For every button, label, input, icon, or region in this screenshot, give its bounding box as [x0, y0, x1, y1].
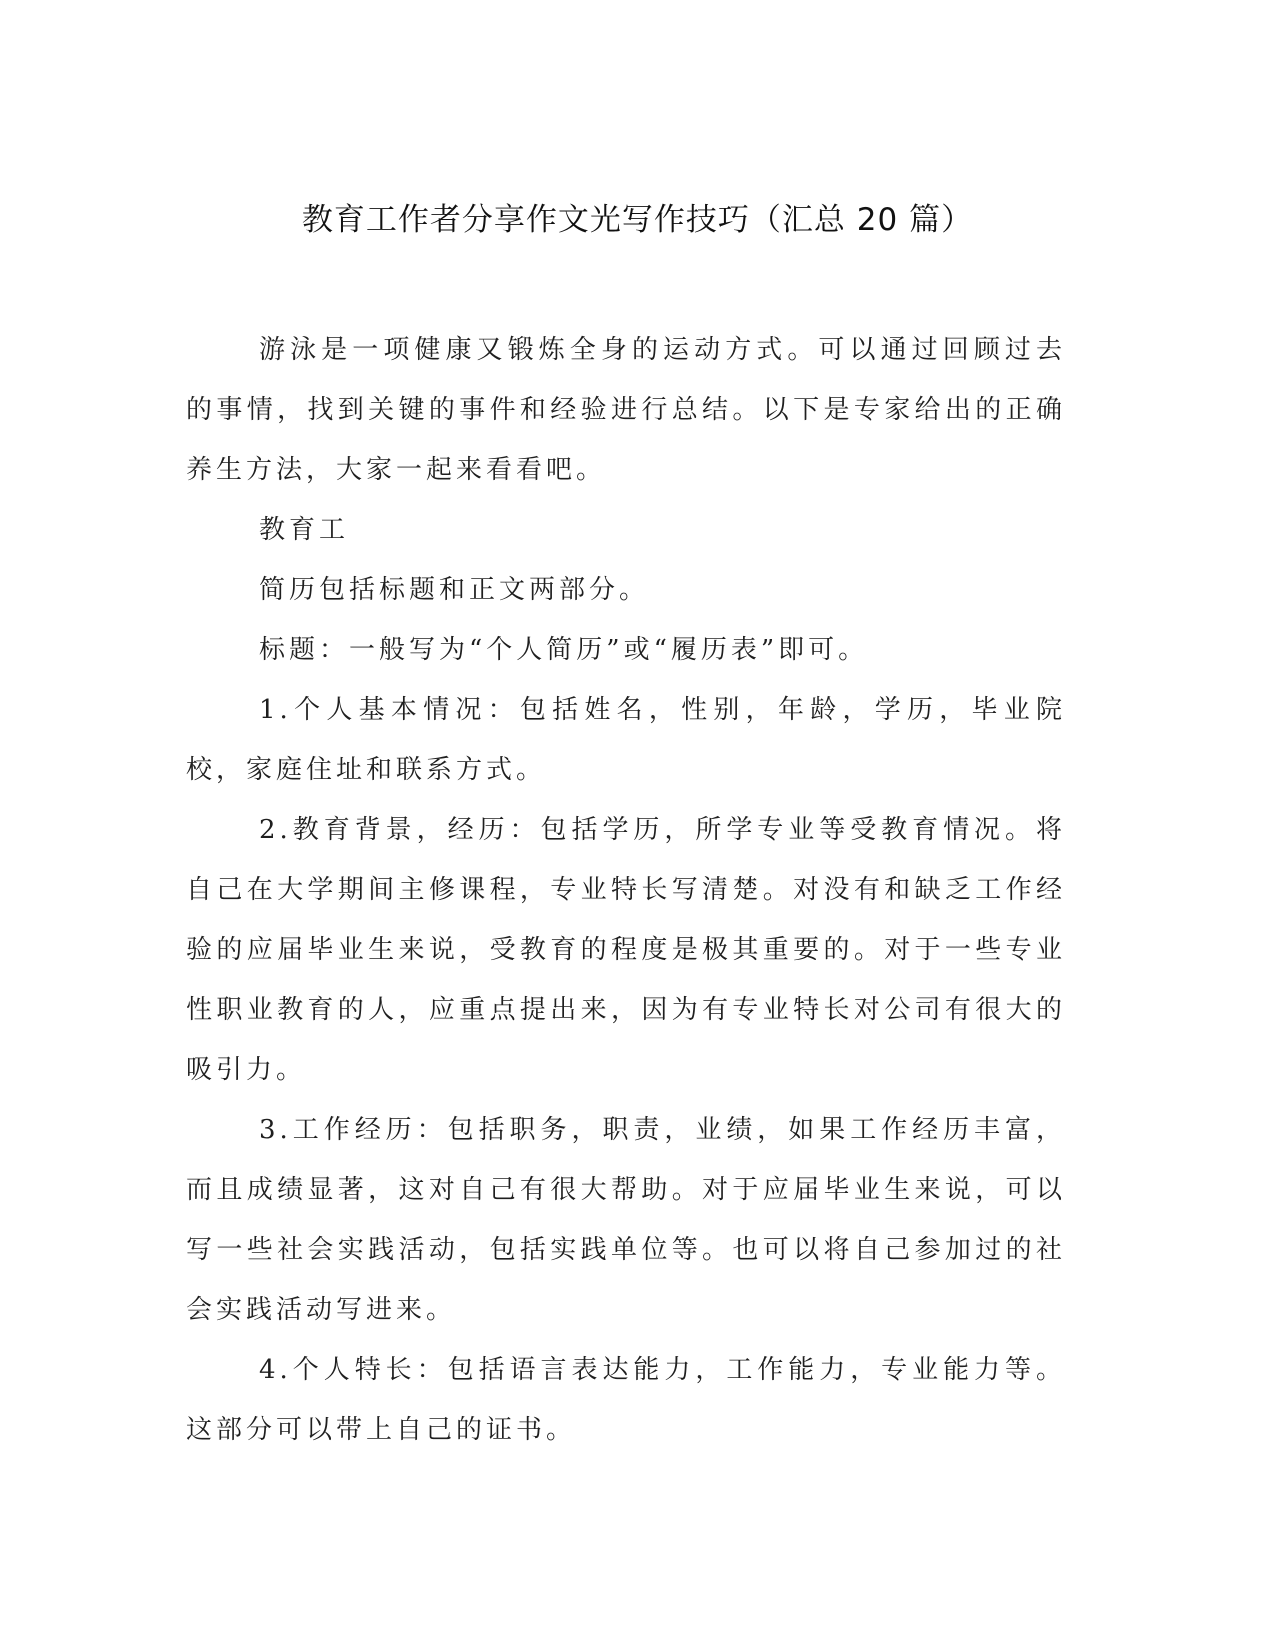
document-title: 教育工作者分享作文光写作技巧（汇总 20 篇）	[301, 202, 974, 238]
paragraph-resume-parts: 简历包括标题和正文两部分。	[259, 575, 650, 605]
paragraph-item-4: 4.个人特长：包括语言表达能力，工作能力，专业能力等。这部分可以带上自己的证书。	[186, 1355, 1066, 1445]
paragraph-item-2: 2.教育背景，经历：包括学历，所学专业等受教育情况。将自己在大学期间主修课程，专业特长写清楚。对没有和缺乏工作经验的应届毕业生来说，受教育的程度是极其重要的。对于一些专业性职业教育的人，应重点提出来，因为有专业特长对公司有很大的吸引力。	[186, 815, 1066, 1085]
paragraph-intro: 游泳是一项健康又锻炼全身的运动方式。可以通过回顾过去的事情，找到关键的事件和经验进行总结。以下是专家给出的正确养生方法，大家一起来看看吧。	[186, 335, 1066, 485]
document-body	[186, 320, 1066, 1460]
paragraph-item-1: 1.个人基本情况：包括姓名，性别，年龄，学历，毕业院校，家庭住址和联系方式。	[186, 695, 1066, 785]
paragraph-heading-fragment: 教育工	[259, 515, 350, 545]
paragraph-title-note: 标题：一般写为“个人简历”或“履历表”即可。	[259, 635, 869, 665]
paragraph-item-3: 3.工作经历：包括职务，职责，业绩，如果工作经历丰富，而且成绩显著，这对自己有很大帮助。对于应届毕业生来说，可以写一些社会实践活动，包括实践单位等。也可以将自己参加过的社会实践活动写进来。	[186, 1115, 1066, 1325]
